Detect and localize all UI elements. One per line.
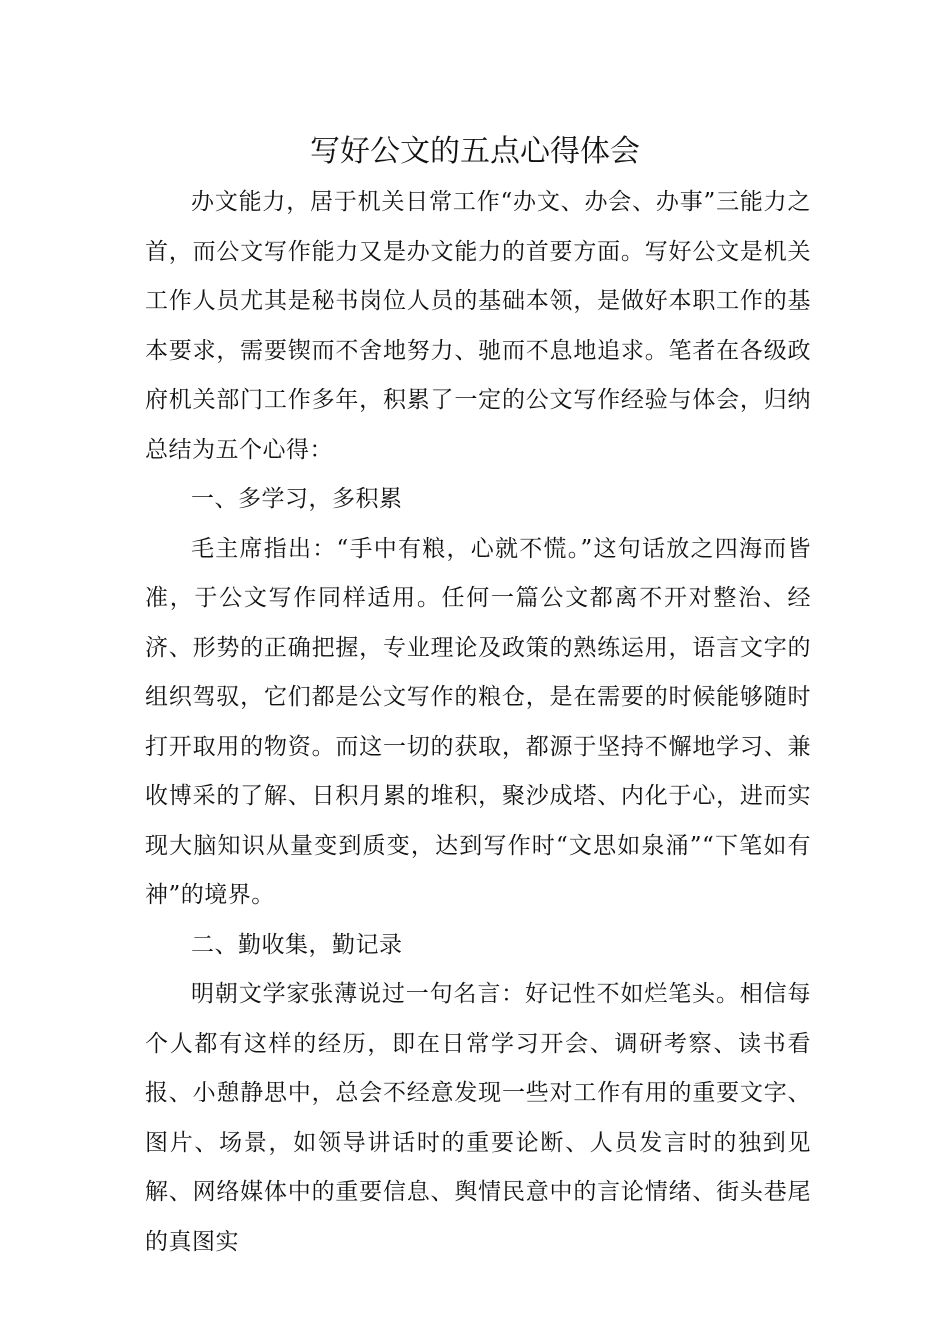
- section-heading-1: 一、多学习，多积累: [191, 486, 403, 512]
- paragraph-section-1: 毛主席指出：“手中有粮，心就不慌。”这句话放之四海而皆准，于公文写作同样适用。任何一篇公文都离不开对整治、经济、形势的正确把握，专业理论及政策的熟练运用，语言文字的组织驾驭，它们都是公文写作的粮仓，是在需要的时候能够随时打开取用的物资。而这一切的获取，都源于坚持不懈地学习、兼收博采的了解、日积月累的堆积，聚沙成塔、内化于心，进而实现大脑知识从量变到质变，达到写作时“文思如泉涌”“下笔如有神”的境界。: [145, 535, 811, 908]
- document-body: [145, 178, 811, 1267]
- paragraph-intro: 办文能力，居于机关日常工作“办文、办会、办事”三能力之首，而公文写作能力又是办文能力的首要方面。写好公文是机关工作人员尤其是秘书岗位人员的基础本领，是做好本职工作的基本要求，需要锲而不舍地努力、驰而不息地追求。笔者在各级政府机关部门工作多年，积累了一定的公文写作经验与体会，归纳总结为五个心得：: [145, 189, 811, 463]
- document-title: 写好公文的五点心得体会: [310, 134, 640, 169]
- section-heading-2: 二、勤收集，勤记录: [191, 931, 403, 958]
- paragraph-section-2: 明朝文学家张薄说过一句名言：好记性不如烂笔头。相信每个人都有这样的经历，即在日常学习开会、调研考察、读书看报、小憩静思中，总会不经意发现一些对工作有用的重要文字、图片、场景，如领导讲话时的重要论断、人员发言时的独到见解、网络媒体中的重要信息、舆情民意中的言论情绪、街头巷尾的真图实: [145, 981, 811, 1255]
